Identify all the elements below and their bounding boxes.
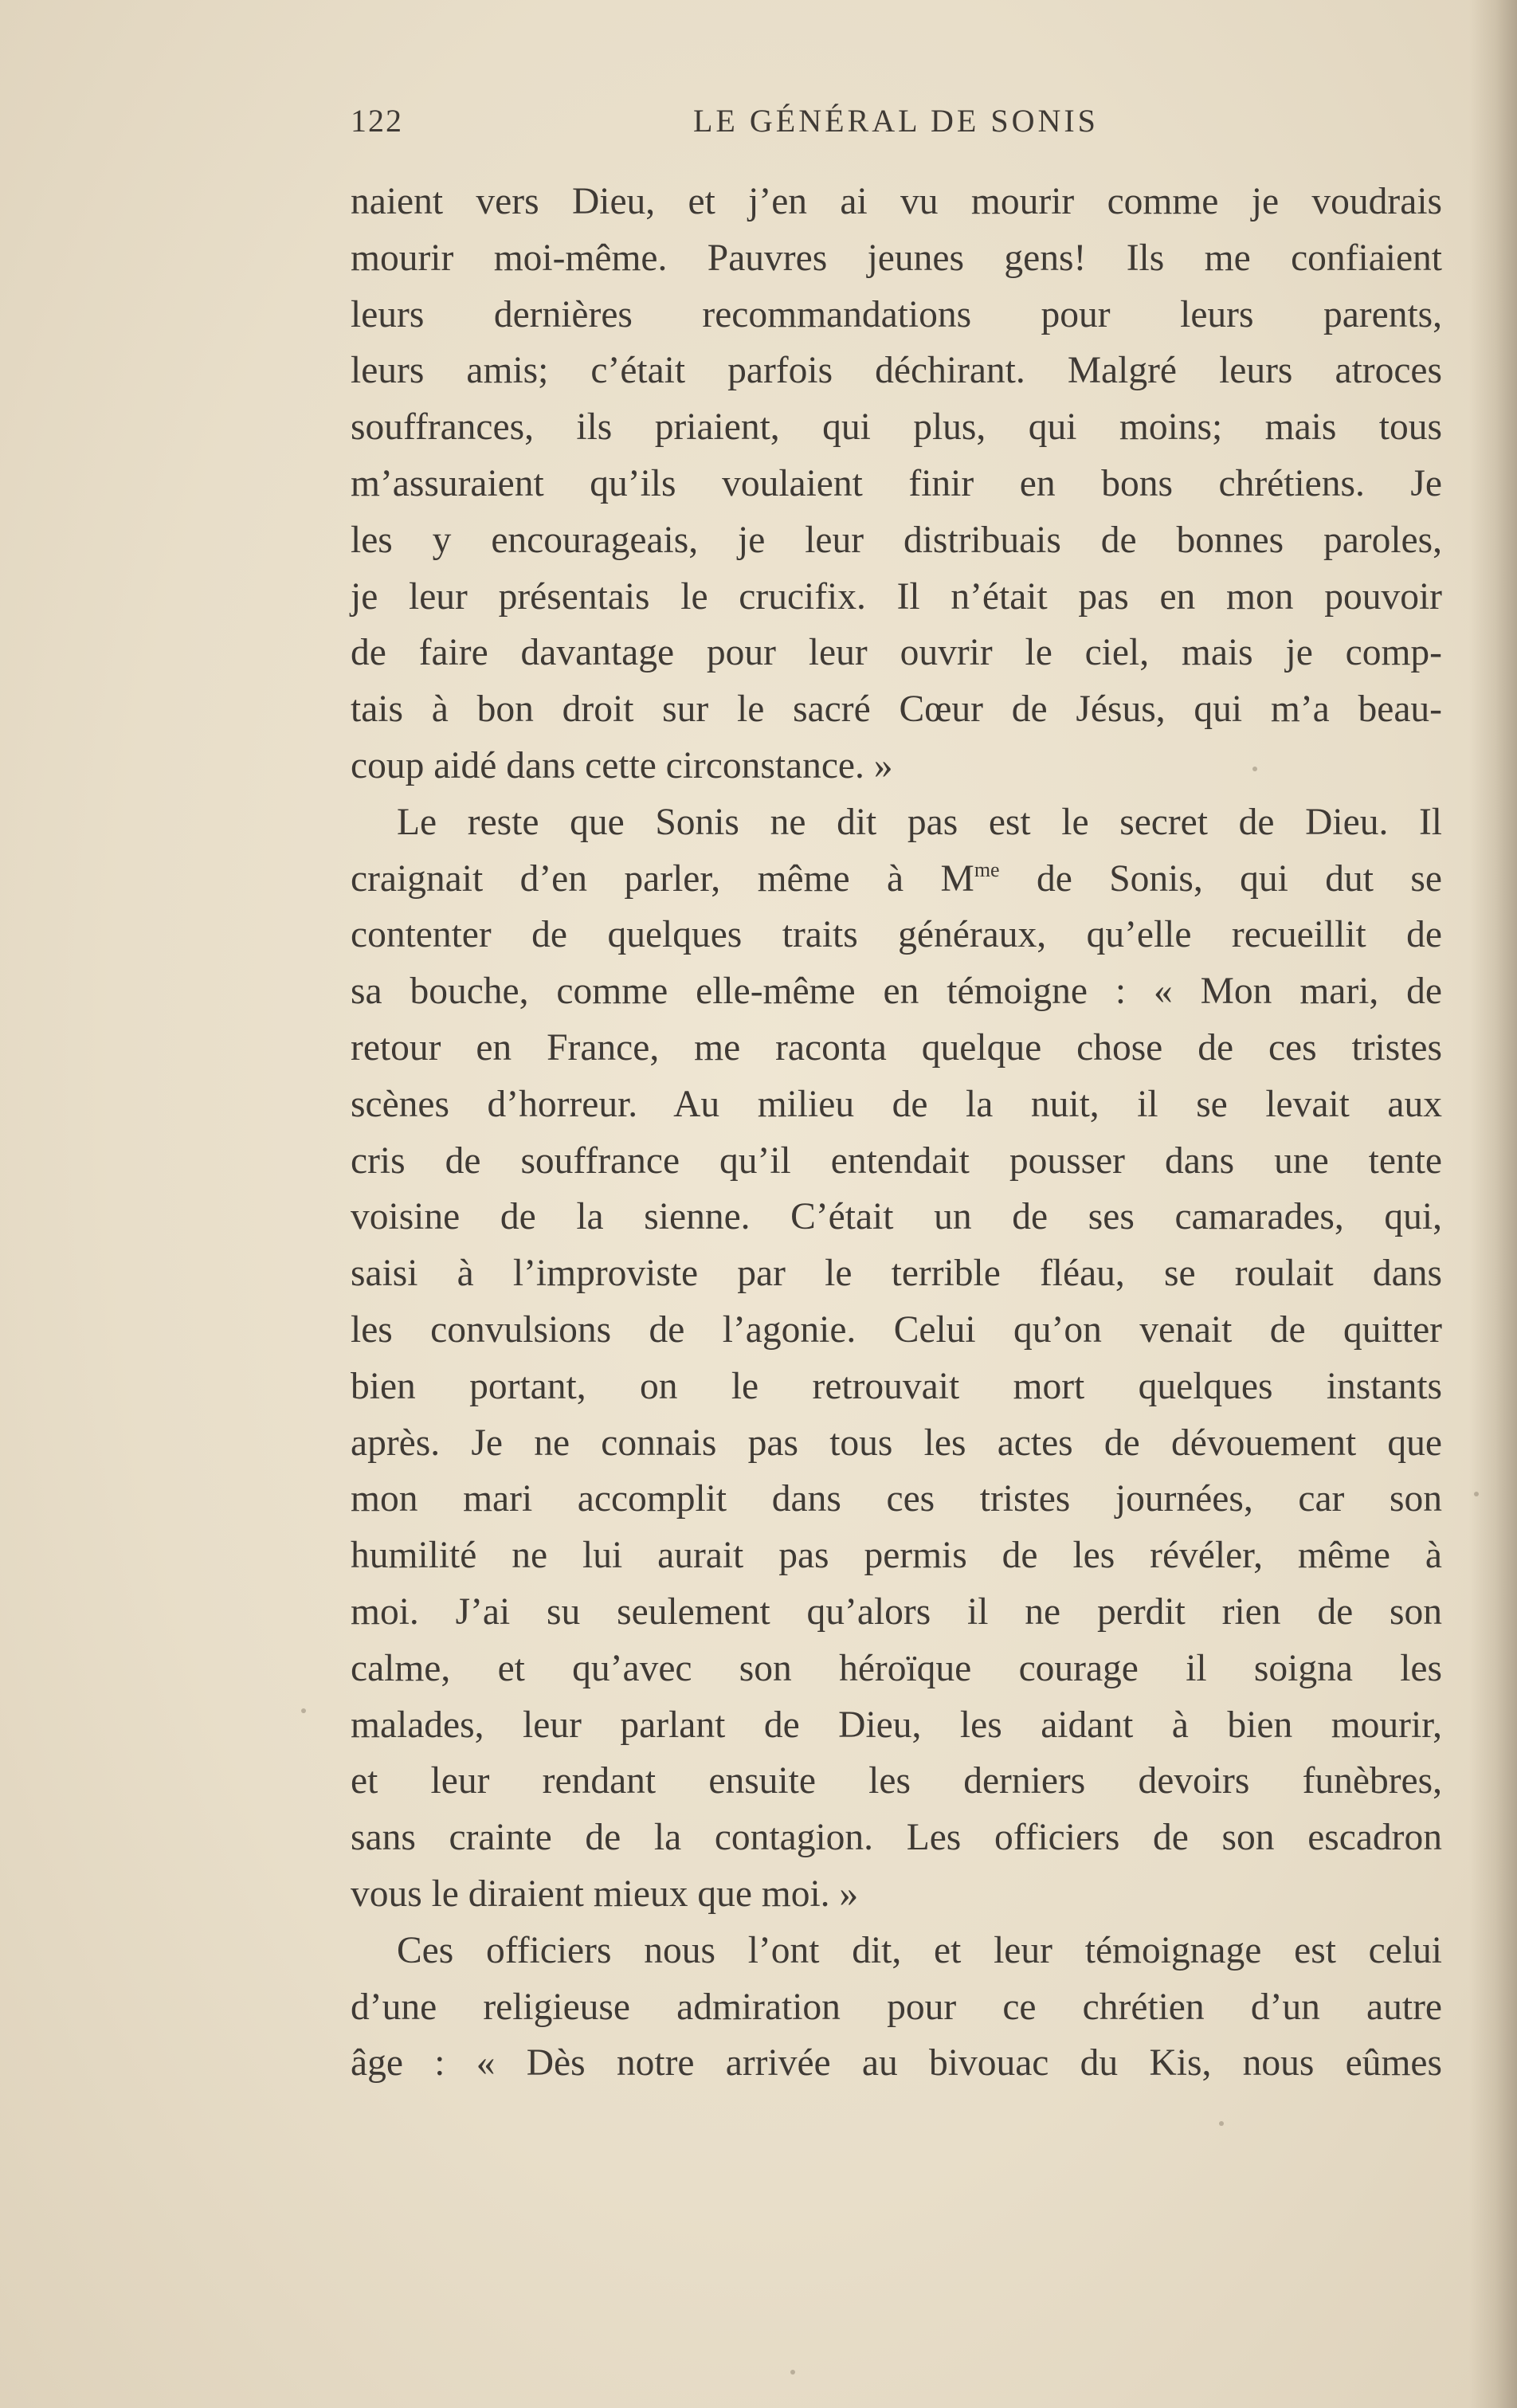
text-line: naient vers Dieu, et j’en ai vu mourir comme je voudrais	[351, 181, 1442, 222]
text-line: moi. J’ai su seulement qu’alors il ne perdit rien de son	[351, 1590, 1442, 1633]
text-line: voisine de la sienne. C’était un de ses camarades, qui,	[351, 1196, 1442, 1238]
mme-before: craignait d’en parler, même à M	[351, 857, 974, 900]
text-line: après. Je ne connais pas tous les actes de dévouement que	[351, 1422, 1442, 1464]
text-line: bien portant, on le retrouvait mort quelques instants	[351, 1365, 1442, 1407]
text-line: d’une religieuse admiration pour ce chrétien d’un autre	[351, 1986, 1442, 2028]
text-line: vous le diraient mieux que moi. »	[351, 1873, 859, 1915]
text-line: je leur présentais le crucifix. Il n’était pas en mon pouvoir	[351, 575, 1442, 618]
text-line: malades, leur parlant de Dieu, les aidant à bien mourir,	[351, 1704, 1442, 1746]
text-line: sa bouche, comme elle-même en témoigne : « Mon mari, de	[351, 971, 1442, 1013]
paper-speck	[790, 2370, 795, 2375]
text-line: et leur rendant ensuite les derniers devoirs funèbres,	[351, 1760, 1442, 1802]
mme-after: de Sonis, qui dut se	[999, 857, 1442, 900]
text-line: de faire davantage pour leur ouvrir le ciel, mais je comp-	[351, 632, 1442, 674]
paper-speck	[301, 1708, 306, 1713]
paper-speck	[1219, 2121, 1224, 2126]
text-line: coup aidé dans cette circonstance. »	[351, 744, 893, 786]
text-line: scènes d’horreur. Au milieu de la nuit, il se levait aux	[351, 1083, 1442, 1125]
text-line: mon mari accomplit dans ces tristes journées, car son	[351, 1478, 1442, 1520]
text-line: retour en France, me raconta quelque chose de ces tristes	[351, 1026, 1442, 1069]
body-text	[351, 174, 1442, 2092]
text-line-mme	[351, 851, 1442, 908]
text-line: les convulsions de l’agonie. Celui qu’on venait de quitter	[351, 1308, 1442, 1351]
text-line: mourir moi-même. Pauvres jeunes gens! Ils me confiaient	[351, 237, 1442, 279]
text-line: saisi à l’improviste par le terrible fléau, se roulait dans	[351, 1253, 1442, 1295]
paper-speck	[1252, 767, 1257, 771]
text-line: humilité ne lui aurait pas permis de les révéler, même à	[351, 1535, 1442, 1577]
text-line: m’assuraient qu’ils voulaient finir en bons chrétiens. Je	[351, 462, 1442, 504]
text-line: leurs amis; c’était parfois déchirant. Malgré leurs atroces	[351, 350, 1442, 392]
running-title: LE GÉNÉRAL DE SONIS	[693, 103, 1099, 139]
text-line: âge : « Dès notre arrivée au bivouac du Kis, nous eûmes	[351, 2042, 1442, 2084]
text-line: contenter de quelques traits généraux, qu’elle recueillit de	[351, 914, 1442, 956]
text-line: sans crainte de la contagion. Les officiers de son escadron	[351, 1817, 1442, 1859]
text-line: tais à bon droit sur le sacré Cœur de Jésus, qui m’a beau-	[351, 688, 1442, 731]
text-line: Le reste que Sonis ne dit pas est le secret de Dieu. Il	[397, 801, 1442, 843]
text-line: calme, et qu’avec son héroïque courage il soigna les	[351, 1647, 1442, 1689]
spine-shadow	[1469, 0, 1517, 2408]
page-header	[351, 102, 1460, 150]
paper-speck	[1474, 1492, 1479, 1496]
mme-superscript: me	[974, 857, 1000, 881]
text-line: les y encourageais, je leur distribuais de bonnes paroles,	[351, 519, 1442, 561]
text-line: cris de souffrance qu’il entendait pousser dans une tente	[351, 1139, 1442, 1182]
page-number: 122	[351, 103, 403, 139]
text-line: leurs dernières recommandations pour leurs parents,	[351, 293, 1442, 335]
text-line: souffrances, ils priaient, qui plus, qui moins; mais tous	[351, 406, 1442, 449]
text-line: Ces officiers nous l’ont dit, et leur témoignage est celui	[397, 1929, 1442, 1971]
